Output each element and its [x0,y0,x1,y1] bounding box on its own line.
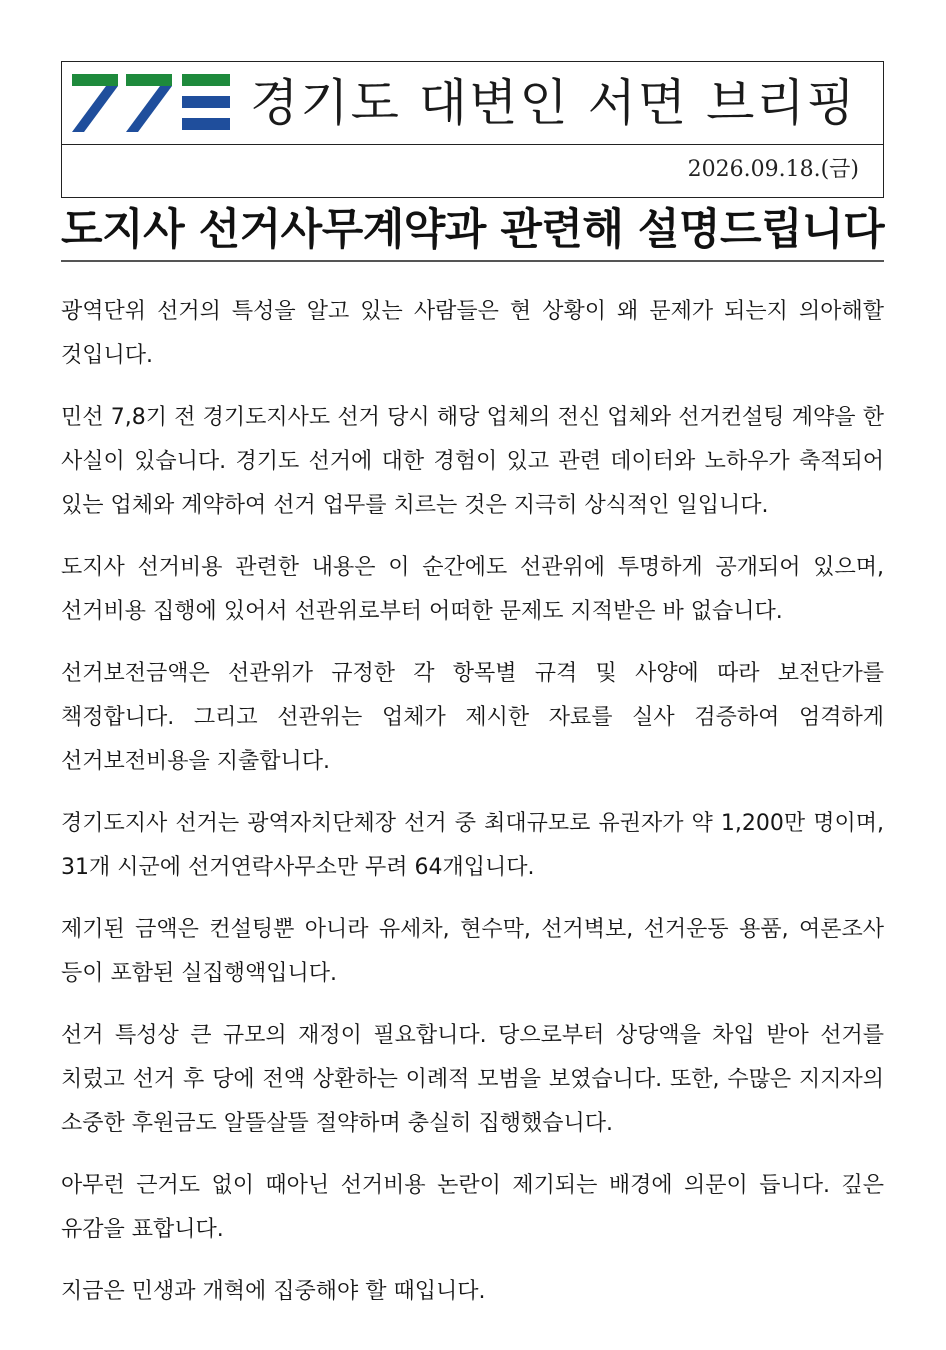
paragraph: 민선 7,8기 전 경기도지사도 선거 당시 해당 업체의 전신 업체와 선거컨설팅 계약을 한 사실이 있습니다. 경기도 선거에 대한 경험이 있고 관련 데이터와 노하우가 축적되어 있는 업체와 계약하여 선거 업무를 치르는 것은 지극히 상식적인 일입니다. [61,405,884,518]
paragraph: 광역단위 선거의 특성을 알고 있는 사람들은 현 상황이 왜 문제가 되는지 의아해할 것입니다. [61,299,884,368]
main-title: 도지사 선거사무계약과 관련해 설명드립니다 [61,205,885,255]
briefing-date: 2026.09.18.(금) [687,157,859,182]
paragraph: 아무런 근거도 없이 때아닌 선거비용 논란이 제기되는 배경에 의문이 듭니다. 깊은 유감을 표합니다. [61,1173,884,1242]
paragraph: 경기도지사 선거는 광역자치단체장 선거 중 최대규모로 유권자가 약 1,200만 명이며, 31개 시군에 선거연락사무소만 무려 64개입니다. [61,811,884,880]
briefing-header-box [61,61,884,198]
briefing-body [61,290,884,1332]
title-divider [61,260,884,262]
paragraph: 지금은 민생과 개혁에 집중해야 할 때입니다. [61,1279,486,1304]
paragraph: 선거보전금액은 선관위가 규정한 각 항목별 규격 및 사양에 따라 보전단가를 책정합니다. 그리고 선관위는 업체가 제시한 자료를 실사 검증하여 엄격하게 선거보전비용을 지출합니다. [61,661,884,774]
briefing-title: 경기도 대변인 서면 브리핑 [250,74,857,132]
paragraph: 제기된 금액은 컨설팅뿐 아니라 유세차, 현수막, 선거벽보, 선거운동 용품, 여론조사 등이 포함된 실집행액입니다. [61,917,884,986]
header-title-row [62,62,883,145]
paragraph: 선거 특성상 큰 규모의 재정이 필요합니다. 당으로부터 상당액을 차입 받아 선거를 치렀고 선거 후 당에 전액 상환하는 이례적 모범을 보였습니다. 또한, 수많은 지지자의 소중한 후원금도 알뜰살뜰 절약하며 충실히 집행했습니다. [61,1023,884,1136]
gyeonggi-province-logo [70,72,232,134]
paragraph: 도지사 선거비용 관련한 내용은 이 순간에도 선관위에 투명하게 공개되어 있으며, 선거비용 집행에 있어서 선관위로부터 어떠한 문제도 지적받은 바 없습니다. [61,555,884,624]
